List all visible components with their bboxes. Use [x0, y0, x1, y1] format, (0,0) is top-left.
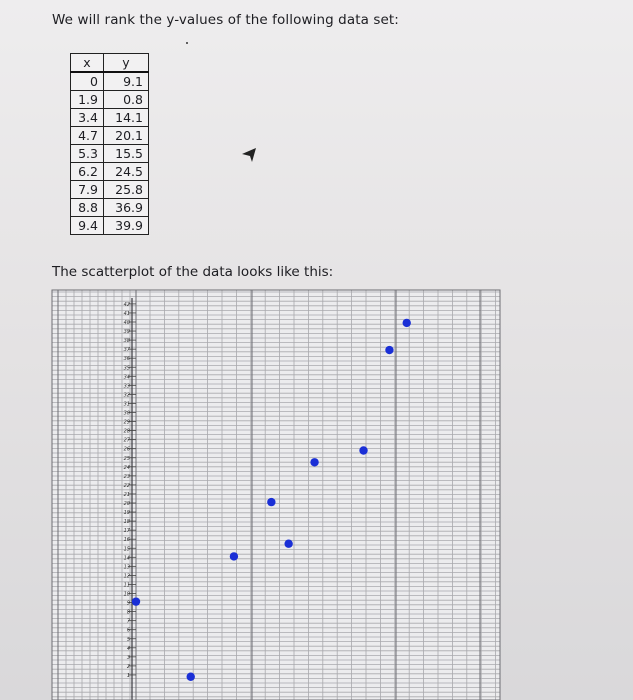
cell-x: 7.9: [71, 181, 104, 199]
cell-y: 14.1: [104, 109, 149, 127]
data-point: [310, 458, 318, 466]
y-tick-label: 8: [126, 609, 130, 616]
cell-y: 15.5: [104, 145, 149, 163]
y-tick-label: 31: [123, 401, 130, 408]
y-tick-label: 6: [126, 627, 130, 634]
y-tick-label: 13: [123, 564, 130, 571]
data-point: [230, 552, 238, 560]
y-tick-label: 24: [123, 464, 130, 471]
cell-y: 24.5: [104, 163, 149, 181]
y-tick-label: 37: [123, 347, 130, 354]
y-tick-label: 26: [123, 446, 130, 453]
data-point: [267, 498, 275, 506]
y-tick-label: 14: [123, 555, 130, 562]
cell-x: 0: [71, 72, 104, 91]
cell-y: 9.1: [104, 72, 149, 91]
cell-y: 25.8: [104, 181, 149, 199]
data-point: [385, 346, 393, 354]
cell-x: 1.9: [71, 91, 104, 109]
y-tick-label: 28: [123, 428, 130, 435]
y-tick-label: 18: [123, 519, 130, 526]
data-point: [132, 597, 140, 605]
y-tick-label: 15: [123, 546, 130, 553]
y-tick-label: 9: [126, 600, 130, 607]
cell-y: 39.9: [104, 217, 149, 235]
y-tick-label: 32: [123, 392, 130, 399]
y-tick-label: 5: [126, 636, 130, 643]
y-tick-label: 19: [123, 510, 130, 517]
y-tick-label: 4: [126, 645, 130, 652]
cell-x: 3.4: [71, 109, 104, 127]
y-tick-label: 1: [126, 672, 130, 679]
header-y: y: [104, 54, 149, 73]
y-tick-label: 21: [123, 491, 130, 498]
y-tick-label: 2: [126, 663, 130, 670]
data-point: [403, 319, 411, 327]
cell-x: 8.8: [71, 199, 104, 217]
y-tick-label: 40: [123, 320, 130, 326]
y-tick-label: 39: [123, 329, 130, 336]
y-tick-label: 17: [123, 528, 130, 535]
y-tick-label: 27: [123, 437, 130, 444]
intro-text: We will rank the y-values of the following data set:: [52, 12, 399, 28]
y-tick-label: 22: [123, 482, 130, 489]
cell-y: 36.9: [104, 199, 149, 217]
y-tick-label: 30: [123, 410, 130, 417]
y-tick-label: 35: [123, 365, 130, 372]
y-tick-label: 10: [123, 591, 130, 598]
data-point: [284, 540, 292, 548]
cell-x: 6.2: [71, 163, 104, 181]
scatter-caption: The scatterplot of the data looks like this:: [52, 264, 334, 280]
y-tick-label: 41: [123, 310, 130, 317]
data-point: [187, 673, 195, 681]
cell-x: 5.3: [71, 145, 104, 163]
cell-x: 9.4: [71, 217, 104, 235]
y-tick-label: 12: [123, 573, 130, 580]
y-tick-label: 7: [126, 618, 130, 625]
y-tick-label: 25: [123, 455, 130, 462]
y-tick-label: 42: [123, 301, 130, 308]
y-tick-label: 20: [123, 501, 130, 507]
y-tick-label: 29: [123, 419, 130, 426]
data-point: [359, 446, 367, 454]
cell-x: 4.7: [71, 127, 104, 145]
y-tick-label: 36: [123, 356, 130, 363]
y-tick-label: 33: [123, 383, 130, 390]
y-tick-label: 38: [123, 338, 130, 345]
y-tick-label: 3: [126, 654, 130, 661]
cell-y: 0.8: [104, 91, 149, 109]
cell-y: 20.1: [104, 127, 149, 145]
y-tick-label: 16: [123, 537, 130, 544]
y-tick-label: 34: [123, 374, 130, 381]
header-x: x: [71, 54, 104, 73]
y-tick-label: 11: [123, 582, 130, 589]
y-tick-label: 23: [123, 473, 130, 480]
